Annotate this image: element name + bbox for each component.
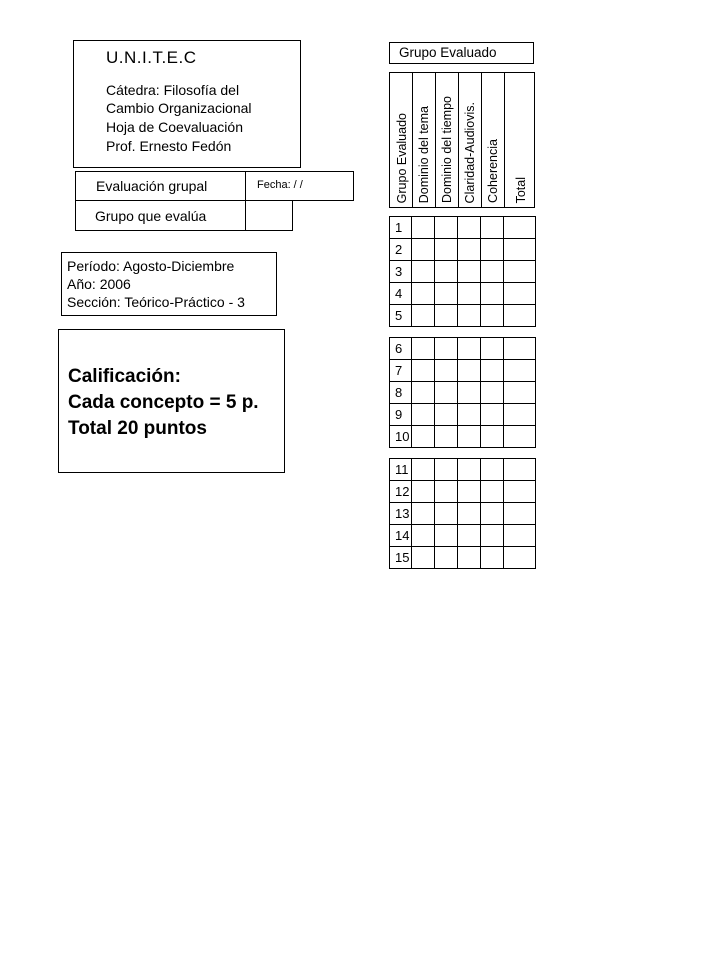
score-cell[interactable] [458, 239, 481, 261]
score-cell[interactable] [458, 283, 481, 305]
row-number: 4 [390, 283, 412, 305]
score-cell[interactable] [458, 459, 481, 481]
score-cell[interactable] [481, 239, 504, 261]
score-cell[interactable] [481, 261, 504, 283]
score-cell[interactable] [481, 525, 504, 547]
table-row [390, 283, 536, 305]
score-cell[interactable] [412, 503, 435, 525]
score-cell[interactable] [458, 382, 481, 404]
row-number: 3 [390, 261, 412, 283]
col-label-coherencia: Coherencia [486, 139, 500, 203]
table-row [390, 426, 536, 448]
institution-title: U.N.I.T.E.C [106, 48, 197, 67]
table-row [390, 217, 536, 239]
table-row [390, 261, 536, 283]
score-cell[interactable] [481, 360, 504, 382]
score-cell[interactable] [458, 547, 481, 569]
row-number: 14 [390, 525, 412, 547]
row-number: 10 [390, 426, 412, 448]
table-row [390, 338, 536, 360]
header-line-course: Cambio Organizacional [106, 100, 252, 116]
table-row [390, 239, 536, 261]
calificacion-rule: Cada concepto = 5 p. [68, 392, 259, 413]
col-header-grupo [390, 73, 413, 207]
table-row [390, 404, 536, 426]
score-cell[interactable] [435, 382, 458, 404]
score-cell[interactable] [458, 217, 481, 239]
score-cell[interactable] [412, 481, 435, 503]
col-label-dominio-tema: Dominio del tema [417, 105, 431, 203]
score-cell[interactable] [458, 525, 481, 547]
row-number: 1 [390, 217, 412, 239]
header-line-sheet: Hoja de Coevaluación [106, 119, 243, 135]
score-cell[interactable] [435, 404, 458, 426]
table-row [390, 382, 536, 404]
total-cell[interactable] [504, 426, 536, 448]
row-number: 15 [390, 547, 412, 569]
total-cell[interactable] [504, 338, 536, 360]
col-label-total: Total [513, 176, 528, 203]
col-header-coherencia [481, 73, 504, 207]
row-number: 5 [390, 305, 412, 327]
score-cell[interactable] [435, 503, 458, 525]
score-cell[interactable] [458, 261, 481, 283]
total-cell[interactable] [504, 283, 536, 305]
grupo-que-evalua-label: Grupo que evalúa [95, 208, 207, 224]
score-cell[interactable] [481, 382, 504, 404]
score-cell[interactable] [435, 547, 458, 569]
score-cell[interactable] [458, 305, 481, 327]
total-cell[interactable] [504, 503, 536, 525]
header-line-professor: Prof. Ernesto Fedón [106, 138, 232, 154]
score-cell[interactable] [481, 305, 504, 327]
table-row [390, 503, 536, 525]
row-number: 9 [390, 404, 412, 426]
anio-line: Año: 2006 [67, 276, 131, 292]
score-cell[interactable] [481, 338, 504, 360]
table-row [390, 547, 536, 569]
table-row [390, 481, 536, 503]
score-cell[interactable] [435, 459, 458, 481]
score-cell[interactable] [458, 360, 481, 382]
periodo-line: Período: Agosto-Diciembre [67, 258, 235, 274]
row-number: 11 [390, 459, 412, 481]
total-cell[interactable] [504, 305, 536, 327]
score-cell[interactable] [481, 283, 504, 305]
total-cell[interactable] [504, 217, 536, 239]
grupo-que-evalua-field[interactable] [245, 200, 293, 231]
score-cell[interactable] [458, 481, 481, 503]
total-cell[interactable] [504, 382, 536, 404]
score-cell[interactable] [412, 239, 435, 261]
score-block-2 [389, 337, 536, 448]
score-cell[interactable] [412, 525, 435, 547]
score-block-1 [389, 216, 536, 327]
score-cell[interactable] [435, 217, 458, 239]
score-cell[interactable] [412, 459, 435, 481]
score-cell[interactable] [435, 360, 458, 382]
score-cell[interactable] [412, 426, 435, 448]
score-cell[interactable] [412, 305, 435, 327]
score-cell[interactable] [412, 404, 435, 426]
score-cell[interactable] [412, 382, 435, 404]
table-row [390, 305, 536, 327]
header-line-catedra: Cátedra: Filosofía del [106, 82, 240, 98]
total-cell[interactable] [504, 360, 536, 382]
score-cell[interactable] [481, 217, 504, 239]
total-cell[interactable] [504, 261, 536, 283]
score-cell[interactable] [435, 338, 458, 360]
row-number: 12 [390, 481, 412, 503]
row-number: 8 [390, 382, 412, 404]
grupo-evaluado-title: Grupo Evaluado [399, 45, 497, 60]
table-row [390, 525, 536, 547]
score-cell[interactable] [435, 481, 458, 503]
score-cell[interactable] [412, 217, 435, 239]
score-cell[interactable] [435, 283, 458, 305]
score-cell[interactable] [412, 338, 435, 360]
score-cell[interactable] [481, 503, 504, 525]
col-label-dominio-tiempo: Dominio del tiempo [440, 96, 454, 203]
total-cell[interactable] [504, 239, 536, 261]
col-label-grupo: Grupo Evaluado [394, 112, 409, 203]
score-cell[interactable] [412, 283, 435, 305]
total-cell[interactable] [504, 404, 536, 426]
score-cell[interactable] [435, 426, 458, 448]
score-cell[interactable] [412, 360, 435, 382]
total-cell[interactable] [504, 525, 536, 547]
row-number: 13 [390, 503, 412, 525]
score-cell[interactable] [435, 305, 458, 327]
score-cell[interactable] [481, 459, 504, 481]
total-cell[interactable] [504, 481, 536, 503]
total-cell[interactable] [504, 547, 536, 569]
table-row [390, 459, 536, 481]
col-header-total [504, 73, 536, 207]
table-row [390, 360, 536, 382]
evaluacion-grupal-label: Evaluación grupal [96, 178, 208, 194]
score-cell[interactable] [458, 426, 481, 448]
score-cell[interactable] [412, 261, 435, 283]
score-cell[interactable] [412, 547, 435, 569]
col-header-dominio-tiempo [435, 73, 458, 207]
score-cell[interactable] [435, 261, 458, 283]
periodo-text [67, 257, 245, 311]
score-cell[interactable] [481, 426, 504, 448]
row-number: 6 [390, 338, 412, 360]
column-header [389, 72, 535, 208]
calificacion-total: Total 20 puntos [68, 418, 207, 439]
score-block-3 [389, 458, 536, 569]
col-label-claridad: Claridad-Audiovis. [463, 101, 477, 203]
score-cell[interactable] [435, 525, 458, 547]
score-cell[interactable] [435, 239, 458, 261]
score-cell[interactable] [481, 547, 504, 569]
score-cell[interactable] [458, 404, 481, 426]
row-number: 7 [390, 360, 412, 382]
score-cell[interactable] [458, 503, 481, 525]
col-header-dominio-tema [412, 73, 435, 207]
score-cell[interactable] [481, 481, 504, 503]
fecha-label: Fecha: / / [257, 179, 303, 191]
row-number: 2 [390, 239, 412, 261]
seccion-line: Sección: Teórico-Práctico - 3 [67, 294, 245, 310]
score-cell[interactable] [458, 338, 481, 360]
calificacion-heading: Calificación: [68, 366, 181, 387]
score-cell[interactable] [481, 404, 504, 426]
total-cell[interactable] [504, 459, 536, 481]
col-header-claridad [458, 73, 481, 207]
calificacion-text [68, 364, 259, 442]
